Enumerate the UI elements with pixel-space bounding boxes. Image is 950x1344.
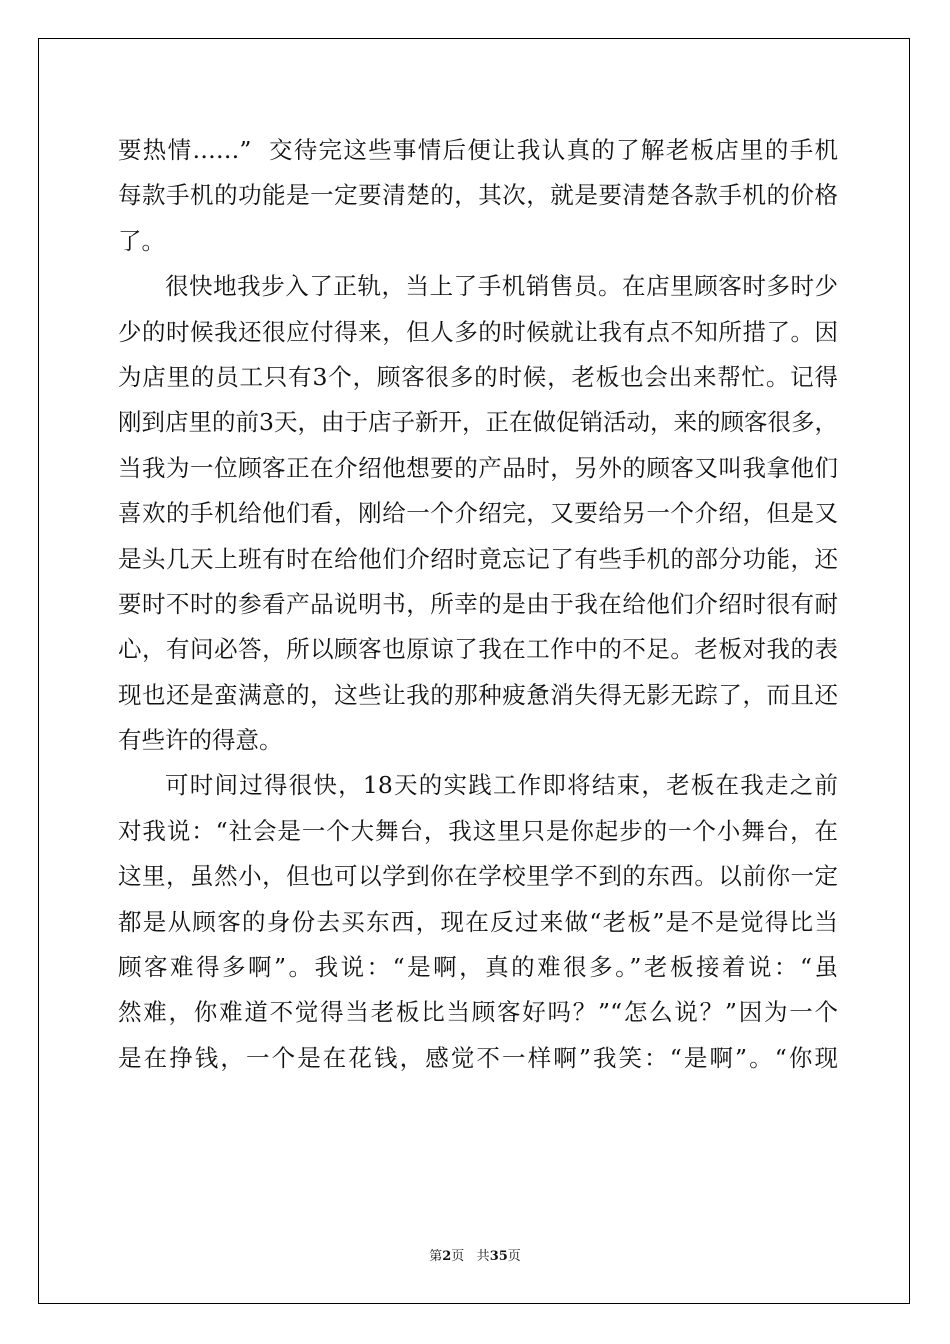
page-number: 2	[442, 1249, 452, 1264]
total-pages: 35	[489, 1249, 508, 1264]
text-line: 心，有问必答，所以顾客也原谅了我在工作中的不足。老板对我的表	[118, 635, 838, 664]
text-line: 当我为一位顾客正在介绍他想要的产品时，另外的顾客又叫我拿他们	[118, 453, 838, 482]
text-line: 少的时候我还很应付得来，但人多的时候就让我有点不知所措了。因	[118, 317, 838, 346]
text-line: 喜欢的手机给他们看，刚给一个介绍完，又要给另一个介绍，但是又	[118, 499, 838, 528]
text-line: 这里，虽然小，但也可以学到你在学校里学不到的东西。以前你一定	[118, 862, 838, 891]
document-body	[118, 128, 838, 1081]
text-line: 然难，你难道不觉得当老板比当顾客好吗？”“怎么说？”因为一个	[118, 998, 838, 1027]
text-line: 可时间过得很快，18天的实践工作即将结束，老板在我走之前	[165, 771, 838, 800]
text-line: 每款手机的功能是一定要清楚的，其次，就是要清楚各款手机的价格	[118, 181, 838, 210]
text-line: 对我说：“社会是一个大舞台，我这里只是你起步的一个小舞台，在	[118, 816, 838, 845]
page-suffix: 页	[451, 1249, 465, 1264]
text-line: 都是从顾客的身份去买东西，现在反过来做“老板”是不是觉得比当	[118, 907, 838, 936]
text-line: 刚到店里的前3天，由于店子新开，正在做促销活动，来的顾客很多，	[118, 408, 838, 437]
text-line: 是头几天上班有时在给他们介绍时竟忘记了有些手机的部分功能，还	[118, 544, 838, 573]
text-line: 了。	[118, 226, 165, 255]
text-line: 要时不时的参看产品说明书，所幸的是由于我在给他们介绍时很有耐	[118, 589, 838, 618]
text-line: 很快地我步入了正轨，当上了手机销售员。在店里顾客时多时少	[165, 272, 838, 301]
text-line: 顾客难得多啊”。我说：“是啊，真的难很多。”老板接着说：“虽	[118, 953, 838, 982]
text-line: 现也还是蛮满意的，这些让我的那种疲惫消失得无影无踪了，而且还	[118, 680, 838, 709]
page-footer	[0, 1245, 950, 1264]
total-prefix: 共	[476, 1249, 490, 1264]
page-prefix: 第	[429, 1249, 443, 1264]
total-suffix: 页	[507, 1249, 521, 1264]
text-line: 是在挣钱，一个是在花钱，感觉不一样啊”我笑：“是啊”。“你现	[118, 1043, 838, 1072]
text-line: 要热情……” 交待完这些事情后便让我认真的了解老板店里的手机	[118, 136, 838, 164]
text-line: 为店里的员工只有3个，顾客很多的时候，老板也会出来帮忙。记得	[118, 362, 838, 391]
text-line: 有些许的得意。	[118, 726, 283, 755]
